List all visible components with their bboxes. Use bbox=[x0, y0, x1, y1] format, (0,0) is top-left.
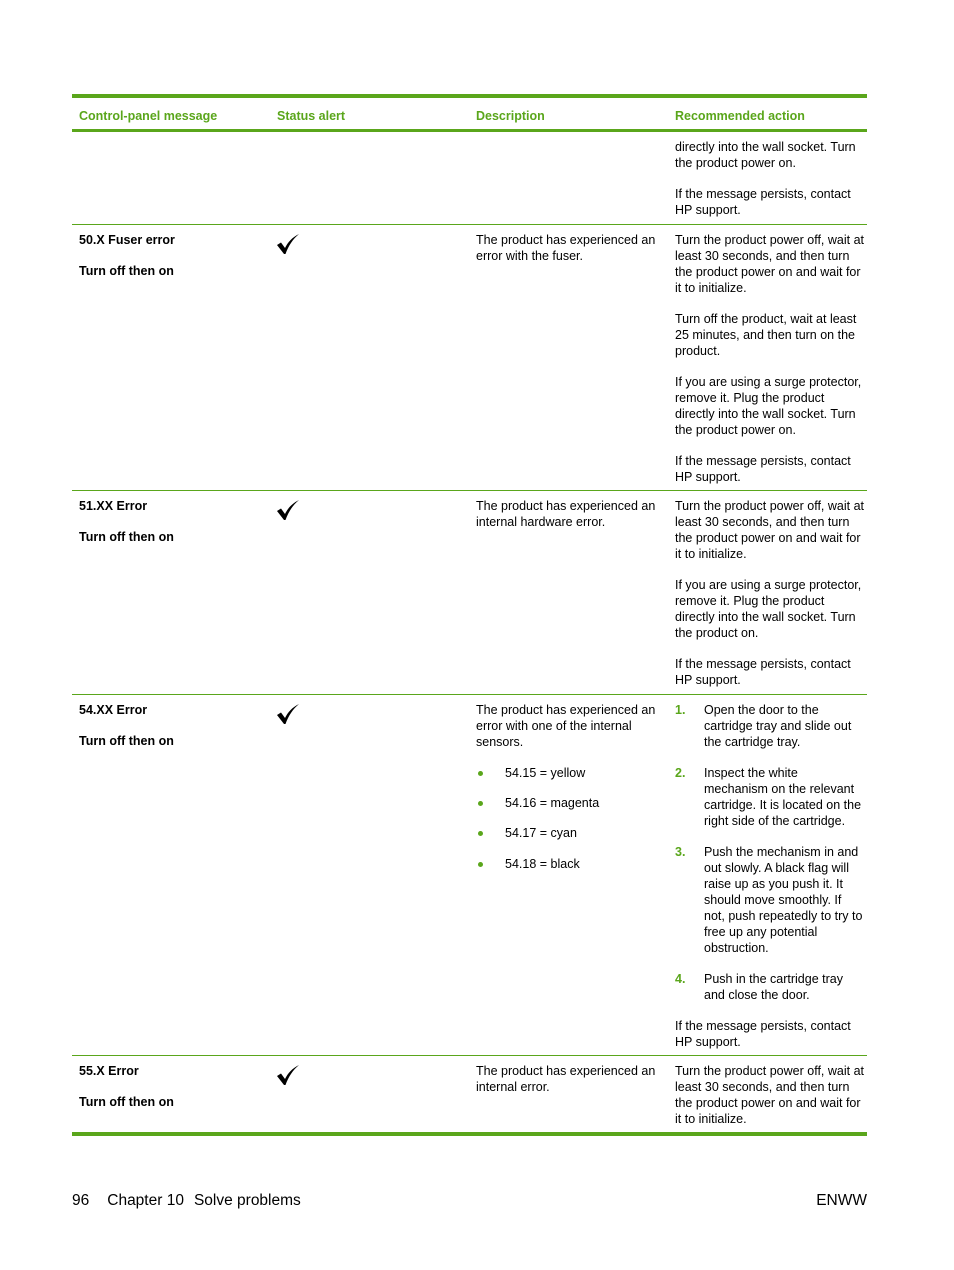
message-cell bbox=[79, 232, 269, 293]
table-body bbox=[72, 132, 867, 1132]
action-paragraph: Turn off the product, wait at least 25 minutes, and then turn on the product. bbox=[675, 311, 857, 359]
footer-left bbox=[72, 1192, 301, 1210]
step-text: Push the mechanism in and out slowly. A black flag will raise up as you push it. It should move smoothly. If not, push repeatedly to try to free up any potential obstruction. bbox=[704, 844, 863, 956]
action-cell bbox=[675, 498, 865, 702]
checkmark-icon bbox=[275, 233, 301, 255]
error-subtext: Turn off then on bbox=[79, 529, 174, 544]
step-text: Push in the cartridge tray and close the door. bbox=[704, 971, 843, 1002]
table-row bbox=[72, 225, 867, 491]
sensor-list-item: 54.15 = yellow bbox=[476, 765, 666, 781]
action-paragraph: directly into the wall socket. Turn the product power on. bbox=[675, 140, 856, 171]
action-paragraph: If you are using a surge protector, remove it. Plug the product directly into the wall socket. Turn the product power on. bbox=[675, 374, 862, 437]
description-text: The product has experienced an error with one of the internal sensors. bbox=[476, 703, 656, 750]
description-cell bbox=[476, 498, 666, 545]
action-step bbox=[675, 844, 865, 957]
sensor-list-item: 54.18 = black bbox=[476, 856, 666, 872]
action-paragraph: Turn the product power off, wait at least 30 seconds, and then turn the product power on and wait for it to initialize. bbox=[675, 233, 864, 296]
action-cell bbox=[675, 702, 865, 1064]
step-text: Open the door to the cartridge tray and slide out the cartridge tray. bbox=[704, 703, 852, 750]
description-cell bbox=[476, 702, 666, 886]
footer-right: ENWW bbox=[816, 1192, 867, 1209]
step-text: Inspect the white mechanism on the relevant cartridge. It is located on the right side of the cartridge. bbox=[704, 765, 862, 829]
header-control-panel-message: Control-panel message bbox=[79, 109, 218, 123]
error-code: 50.X Fuser error bbox=[79, 233, 175, 247]
action-steps bbox=[675, 702, 865, 1003]
step-number: 4. bbox=[675, 971, 686, 986]
table-row bbox=[72, 695, 867, 1056]
error-subtext: Turn off then on bbox=[79, 1094, 174, 1109]
action-paragraph: Turn the product power off, wait at least 30 seconds, and then turn the product power on and wait for it to initialize. bbox=[675, 499, 864, 562]
action-cell bbox=[675, 1063, 865, 1142]
action-paragraph: If the message persists, contact HP support. bbox=[675, 1018, 851, 1049]
table-header bbox=[72, 98, 867, 129]
error-subtext: Turn off then on bbox=[79, 733, 174, 748]
action-step bbox=[675, 702, 865, 750]
error-code: 54.XX Error bbox=[79, 703, 148, 717]
step-number: 3. bbox=[675, 844, 686, 859]
action-paragraph: If the message persists, contact HP support. bbox=[675, 453, 851, 484]
action-step bbox=[675, 971, 865, 1003]
action-paragraph: If you are using a surge protector, remove it. Plug the product directly into the wall socket. Turn the product on. bbox=[675, 577, 862, 641]
header-description: Description bbox=[476, 109, 545, 123]
message-cell bbox=[79, 1063, 269, 1124]
table-row bbox=[72, 491, 867, 695]
description-text: The product has experienced an internal hardware error. bbox=[476, 499, 656, 530]
action-paragraph: If the message persists, contact HP support. bbox=[675, 186, 851, 217]
action-paragraph: If the message persists, contact HP support. bbox=[675, 656, 851, 687]
description-text: The product has experienced an internal error. bbox=[476, 1064, 656, 1095]
checkmark-icon bbox=[275, 703, 301, 725]
action-cell bbox=[675, 232, 865, 499]
sensor-list-item: 54.16 = magenta bbox=[476, 795, 666, 811]
table-row bbox=[72, 132, 867, 225]
troubleshooting-table bbox=[72, 94, 867, 1136]
header-status-alert: Status alert bbox=[277, 109, 346, 123]
step-number: 1. bbox=[675, 703, 686, 717]
message-cell bbox=[79, 702, 269, 763]
error-code: 55.X Error bbox=[79, 1064, 139, 1078]
checkmark-icon bbox=[275, 499, 301, 521]
action-paragraph: Turn the product power off, wait at least 30 seconds, and then turn the product power on and wait for it to initialize. bbox=[675, 1064, 864, 1127]
chapter-label: Chapter 10 bbox=[107, 1192, 184, 1209]
message-cell bbox=[79, 498, 269, 559]
page-number: 96 bbox=[72, 1192, 90, 1209]
checkmark-icon bbox=[275, 1064, 301, 1086]
action-cell bbox=[675, 139, 865, 232]
description-text: The product has experienced an error with the fuser. bbox=[476, 233, 656, 264]
sensor-list-item: 54.17 = cyan bbox=[476, 825, 666, 841]
description-cell bbox=[476, 232, 666, 279]
error-subtext: Turn off then on bbox=[79, 263, 174, 278]
description-cell bbox=[476, 1063, 666, 1110]
action-step bbox=[675, 765, 865, 829]
header-recommended-action: Recommended action bbox=[675, 109, 805, 123]
section-label: Solve problems bbox=[193, 1192, 301, 1209]
error-code: 51.XX Error bbox=[79, 499, 148, 513]
step-number: 2. bbox=[675, 765, 686, 780]
table-row bbox=[72, 1056, 867, 1132]
sensor-list bbox=[476, 765, 666, 872]
